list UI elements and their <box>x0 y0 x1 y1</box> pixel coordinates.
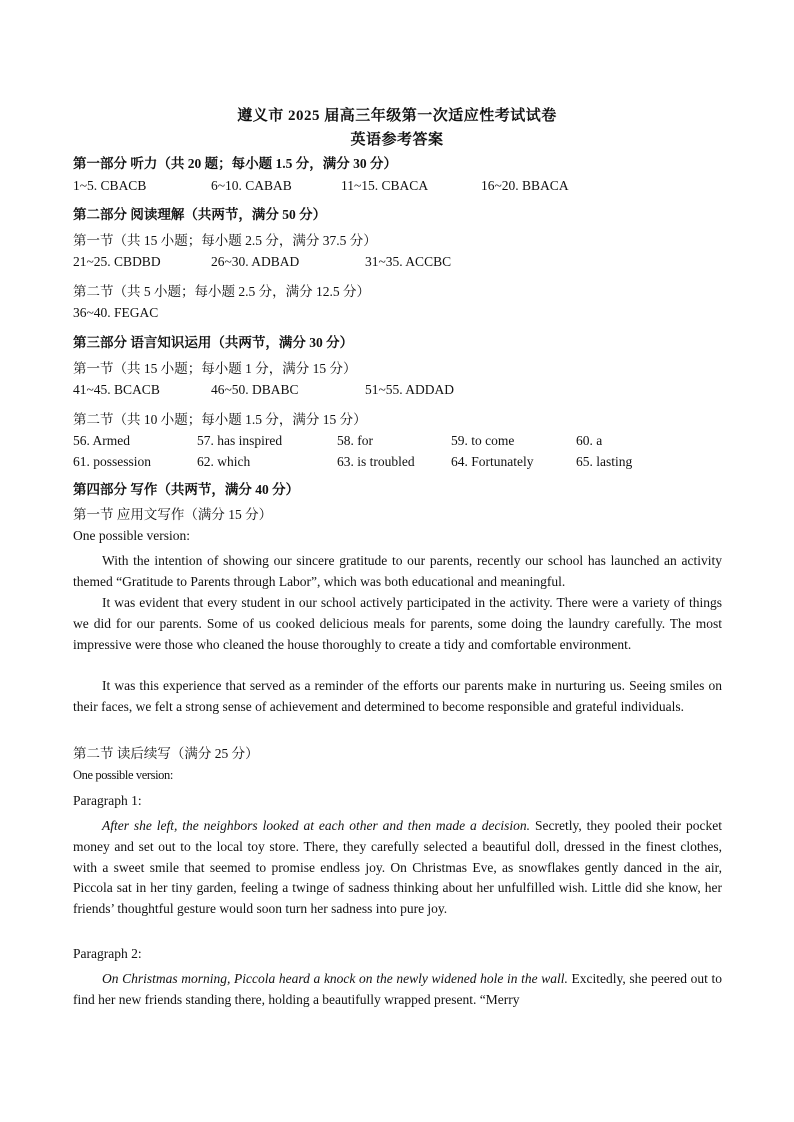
part2-section2-answers <box>73 305 733 323</box>
answer-item: 59. to come <box>451 433 515 448</box>
paragraph-lead-sentence: On Christmas morning, Piccola heard a knock on the newly widened hole in the wall. <box>102 971 568 986</box>
answer-item: 63. is troubled <box>337 454 415 469</box>
answer-group: 41~45. BCACB <box>73 382 160 397</box>
answer-group: 51~55. ADDAD <box>365 382 455 397</box>
answer-group: 6~10. CABAB <box>211 178 292 193</box>
version-label: One possible version: <box>73 768 173 782</box>
answer-group: 21~25. CBDBD <box>73 254 161 269</box>
part2-section1-label: 第一节（共 15 小题；每小题 2.5 分，满分 37.5 分） <box>73 233 377 248</box>
part2-heading: 第二部分 阅读理解（共两节，满分 50 分） <box>73 207 327 222</box>
paragraph1-label: Paragraph 1: <box>73 793 142 808</box>
essay-paragraph: It was this experience that served as a reminder of the efforts our parents make in nurturing us. Seeing smiles on their faces, we felt a strong sense of achievement and determined to become responsible and grateful individuals. <box>73 678 722 714</box>
part2-section1-answers <box>73 254 733 272</box>
answer-group: 36~40. FEGAC <box>73 305 159 320</box>
answer-group: 11~15. CBACA <box>341 178 429 193</box>
part2-section2-label: 第二节（共 5 小题；每小题 2.5 分，满分 12.5 分） <box>73 284 370 299</box>
paragraph2-label: Paragraph 2: <box>73 946 142 961</box>
part3-section2-answers-row2 <box>73 454 733 472</box>
part1-heading: 第一部分 听力（共 20 题；每小题 1.5 分，满分 30 分） <box>73 156 397 171</box>
answer-item: 56. Armed <box>73 433 130 448</box>
answer-item: 64. Fortunately <box>451 454 534 469</box>
answer-item: 60. a <box>576 433 603 448</box>
paragraph-lead-sentence: After she left, the neighbors looked at each other and then made a decision. <box>102 818 531 833</box>
part4-section1-label: 第一节 应用文写作（满分 15 分） <box>73 507 273 522</box>
part3-section2-answers-row1 <box>73 433 733 451</box>
answer-item: 62. which <box>197 454 251 469</box>
answer-item: 58. for <box>337 433 373 448</box>
essay-paragraph: With the intention of showing our sincere gratitude to our parents, recently our school has launched an activity themed “Gratitude to Parents through Labor”, which was both educational and meaningful. <box>73 553 722 589</box>
answer-group: 26~30. ADBAD <box>211 254 300 269</box>
exam-title: 遵义市 2025 届高三年级第一次适应性考试试卷 <box>237 108 557 124</box>
answer-group: 16~20. BBACA <box>481 178 569 193</box>
continuation-paragraph-1 <box>73 816 722 920</box>
part3-section1-answers <box>73 382 733 400</box>
paragraph-body: Secretly, they pooled their pocket money and set out to the local toy store. There, they carefully selected a beautiful doll, dressed in the finest clothes, with a sweet smile that seemed to promise endless joy. On Christmas Eve, as snowflakes gently danced in the air, Piccola sat in her tiny garden, feeling a twinge of sadness thinking about her unfulfilled wish. Little did she know, her friends’ thoughtful gesture would soon turn her sadness into pure joy. <box>73 818 722 917</box>
essay-paragraph: It was evident that every student in our school actively participated in the activity. There were a variety of things we did for our parents. Some of us cooked delicious meals for parents, some doing the laundry carefully. The most impressive were those who cleaned the house thoroughly to create a tidy and comfortable environment. <box>73 595 722 652</box>
answer-group: 31~35. ACCBC <box>365 254 452 269</box>
answer-item: 65. lasting <box>576 454 633 469</box>
answer-group: 46~50. DBABC <box>211 382 299 397</box>
paragraph-body: Excitedly, she peered out to find her new friends standing there, holding a beautifully wrapped present. “Merry <box>73 971 722 1007</box>
part4-section2-label: 第二节 读后续写（满分 25 分） <box>73 746 259 761</box>
answer-key-subtitle: 英语参考答案 <box>350 132 444 148</box>
part4-heading: 第四部分 写作（共两节，满分 40 分） <box>73 482 300 497</box>
part3-section1-label: 第一节（共 15 小题；每小题 1 分，满分 15 分） <box>73 361 357 376</box>
part3-heading: 第三部分 语言知识运用（共两节，满分 30 分） <box>73 335 354 350</box>
answer-group: 1~5. CBACB <box>73 178 147 193</box>
answer-item: 57. has inspired <box>197 433 283 448</box>
continuation-paragraph-2 <box>73 969 722 1011</box>
version-label: One possible version: <box>73 528 190 543</box>
part1-answers <box>73 178 733 196</box>
part3-section2-label: 第二节（共 10 小题；每小题 1.5 分，满分 15 分） <box>73 412 367 427</box>
answer-item: 61. possession <box>73 454 152 469</box>
